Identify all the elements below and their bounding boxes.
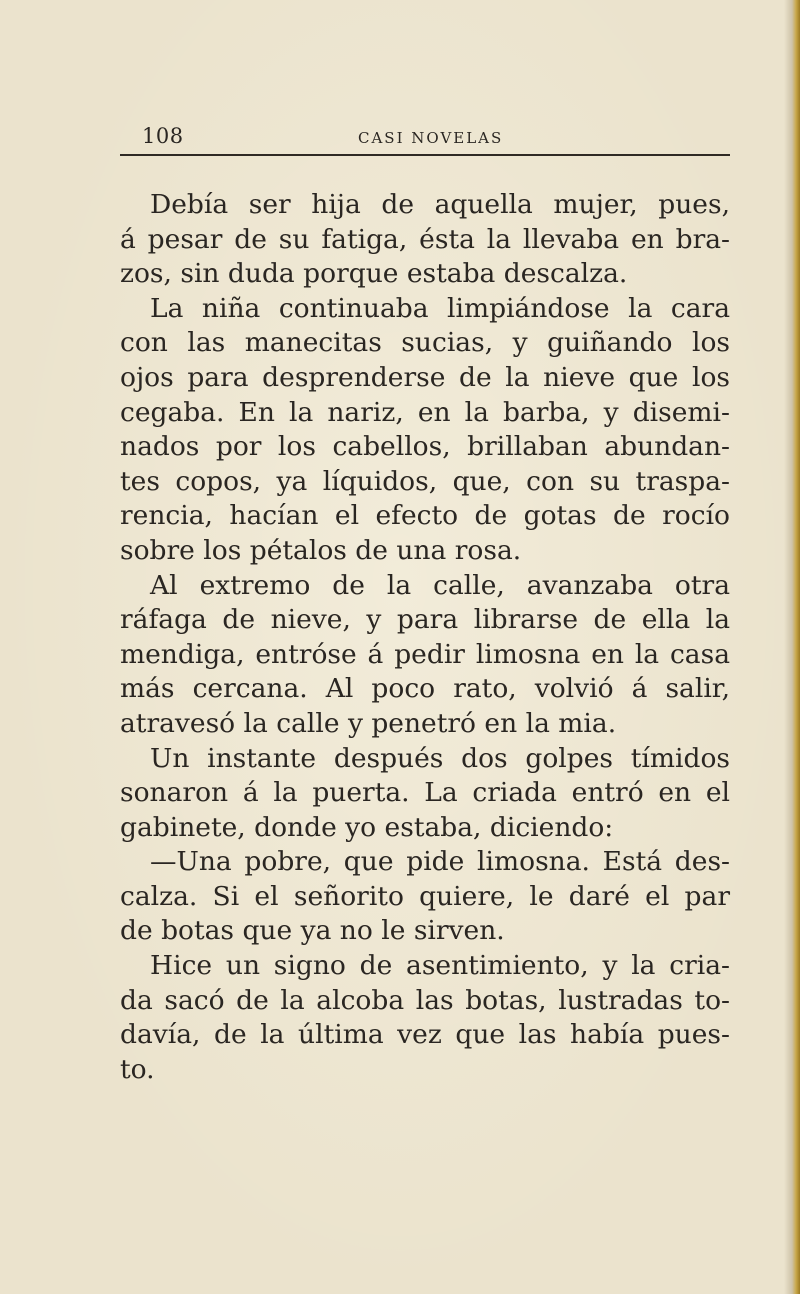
text-line: calza. Si el señorito quiere, le daré el par (120, 880, 730, 912)
page-edge (784, 0, 800, 1294)
text-line: La niña continuaba limpiándose la cara (150, 292, 730, 324)
text-line: zos, sin duda porque estaba descalza. (120, 258, 628, 290)
text-line: ráfaga de nieve, y para librarse de ella la (120, 604, 730, 636)
text-line: sobre los pétalos de una rosa. (120, 534, 522, 566)
text-line: ojos para desprenderse de la nieve que los (120, 361, 730, 393)
text-line: gabinete, donde yo estaba, diciendo: (120, 811, 614, 843)
text-line: mendiga, entróse á pedir limosna en la casa (120, 638, 730, 670)
text-line: Un instante después dos golpes tímidos (150, 742, 730, 774)
text-line: davía, de la última vez que las había pues- (120, 1019, 730, 1051)
header-rule (120, 154, 730, 156)
page-number: 108 (142, 124, 184, 148)
text-line: Hice un signo de asentimiento, y la cria- (150, 950, 730, 982)
text-line: cegaba. En la nariz, en la barba, y disemi- (120, 396, 730, 428)
text-line: atravesó la calle y penetró en la mia. (120, 707, 617, 739)
text-line: con las manecitas sucias, y guiñando los (120, 327, 730, 359)
text-line: Debía ser hija de aquella mujer, pues, (150, 189, 730, 220)
running-title: CASI NOVELAS (358, 129, 504, 147)
text-line: tes copos, ya líquidos, que, con su traspa- (120, 465, 730, 497)
text-line: Al extremo de la calle, avanzaba otra (150, 569, 730, 601)
text-line: á pesar de su fatiga, ésta la llevaba en bra- (120, 223, 730, 255)
text-line: to. (120, 1053, 155, 1085)
text-line: sonaron á la puerta. La criada entró en el (120, 777, 730, 809)
text-line: nados por los cabellos, brillaban abundan- (120, 431, 730, 463)
text-line: de botas que ya no le sirven. (120, 915, 505, 947)
text-line: más cercana. Al poco rato, volvió á salir, (120, 673, 730, 705)
body-text (120, 188, 730, 1087)
running-header (120, 120, 730, 160)
text-line: da sacó de la alcoba las botas, lustradas to- (120, 984, 730, 1016)
text-line: —Una pobre, que pide limosna. Está des- (150, 846, 730, 878)
text-line: rencia, hacían el efecto de gotas de rocío (120, 500, 730, 532)
